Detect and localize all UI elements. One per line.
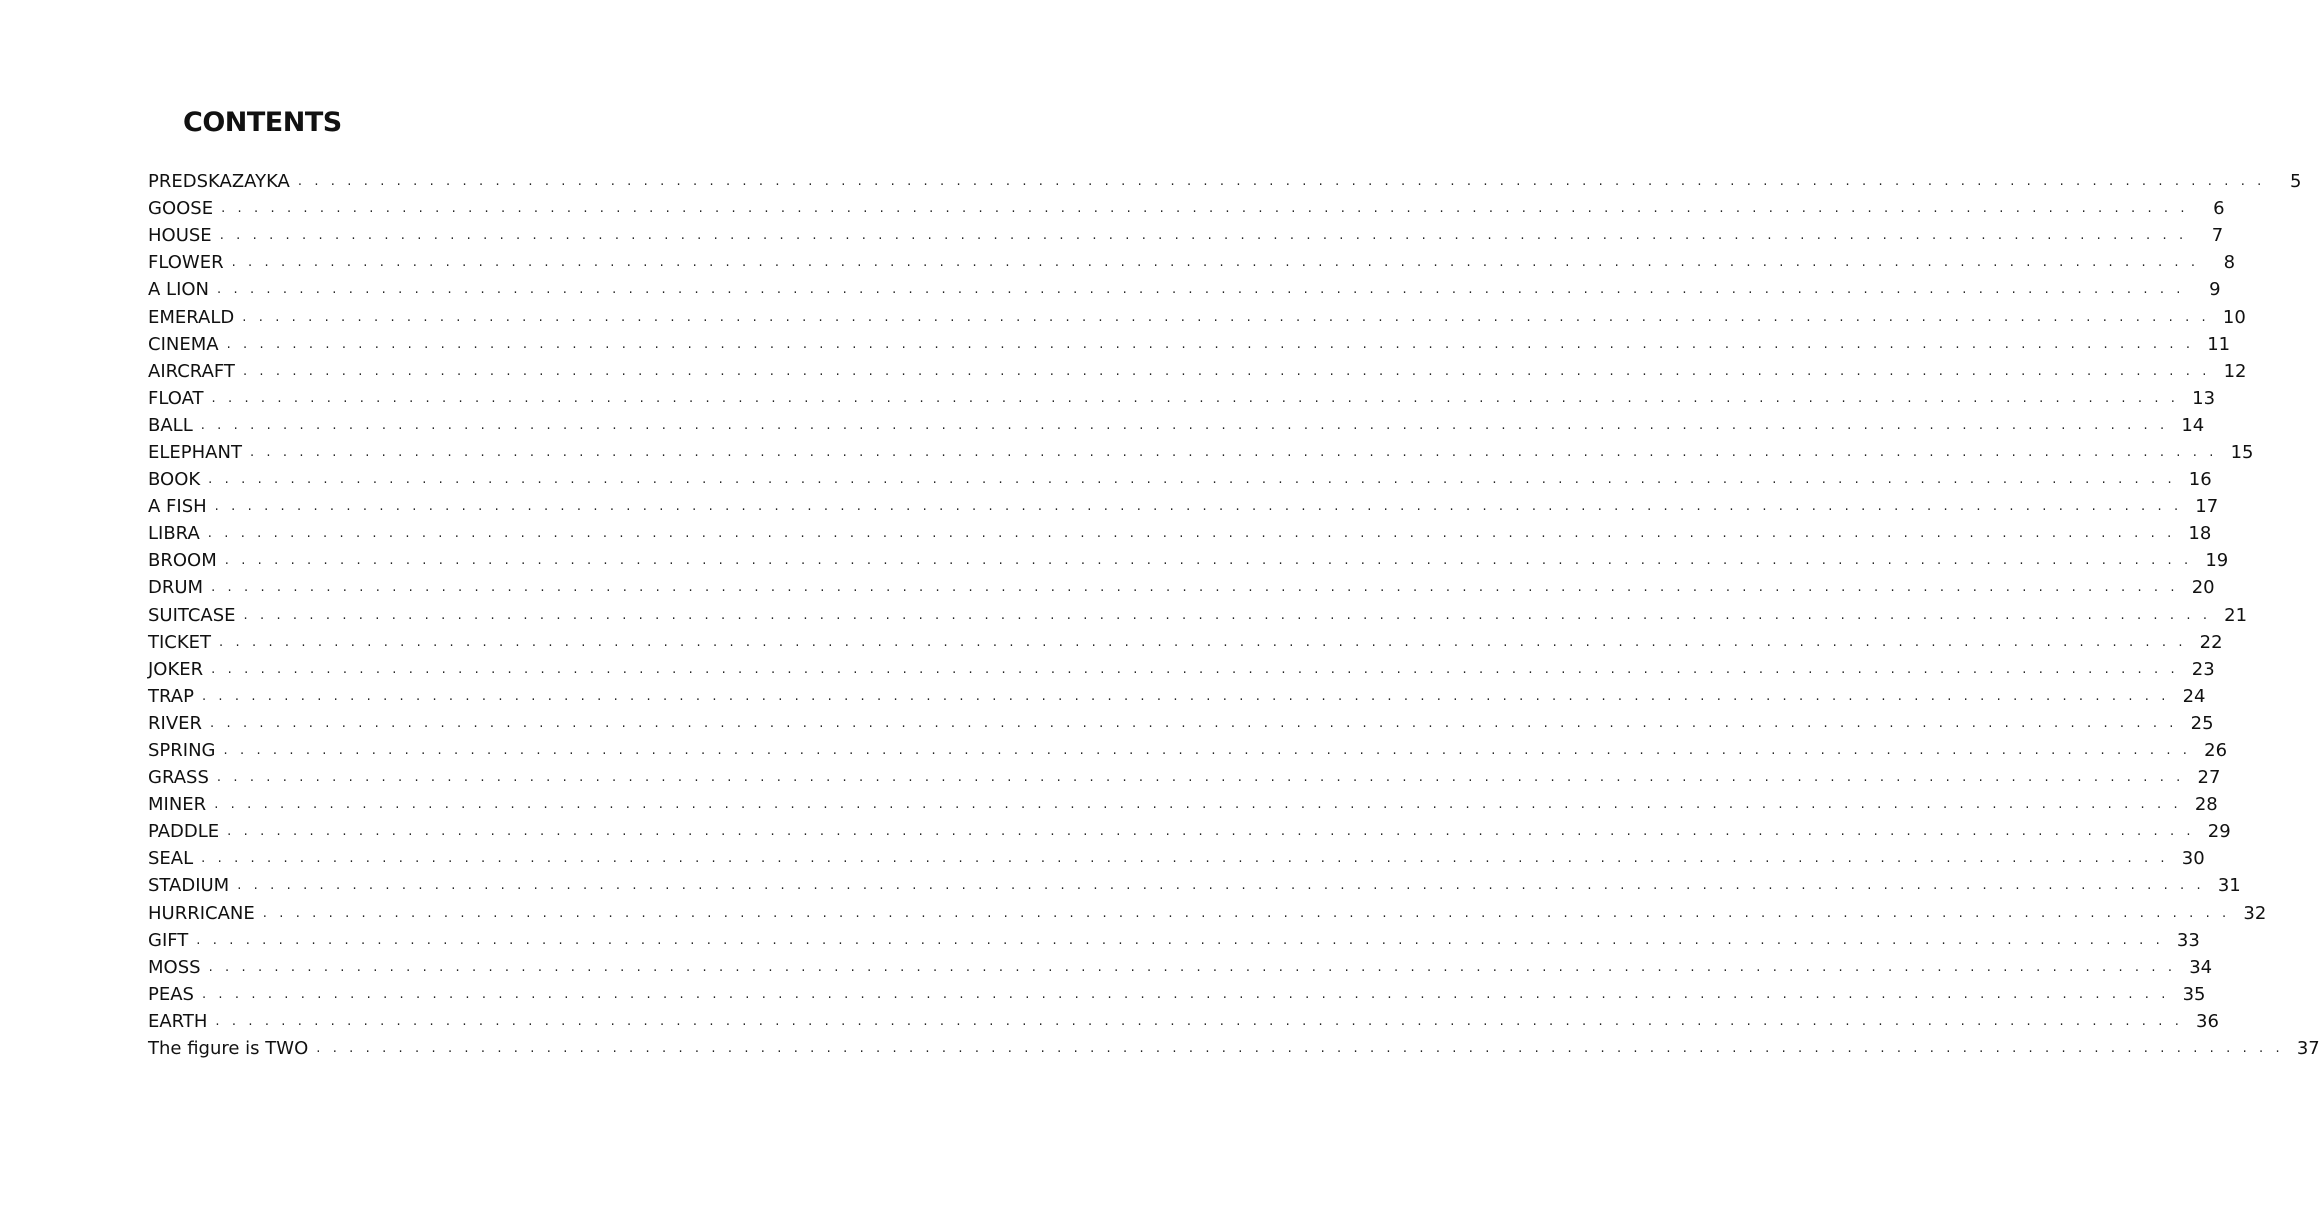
dot-leader: . . . . . . . . . . . . . . . . . . . . . . . . . . . . . . . . . . . . . . . . . . . . . . . . . . . . . . . . . . . . . . . . . . . . . . . . . . . . . . . . . . . . . . . . . . . . . . . . . . . . . . . . . . . . . . . . . . . . . . . . — [224, 553, 2193, 569]
toc-entry-page-number: 14 — [2181, 414, 2205, 436]
toc-entry-label: SEAL — [148, 848, 194, 870]
toc-entry-page-number: 12 — [2223, 360, 2247, 382]
toc-entry-label: PEAS — [148, 983, 194, 1005]
toc-entry-label: JOKER — [148, 658, 204, 680]
toc-entry-page-number: 18 — [2188, 523, 2212, 545]
toc-entry-page-number: 27 — [2197, 767, 2221, 789]
toc-entry-label: The figure is TWO — [148, 1038, 309, 1060]
dot-leader: . . . . . . . . . . . . . . . . . . . . . . . . . . . . . . . . . . . . . . . . . . . . . . . . . . . . . . . . . . . . . . . . . . . . . . . . . . . . . . . . . . . . . . . . . . . . . . . . . . . . . . . . . . . . . . . . . . . . . . . . — [215, 1013, 2183, 1029]
toc-entry-label: CINEMA — [148, 333, 219, 355]
toc-entry-label: PREDSKAZAYKA — [148, 171, 290, 193]
toc-entry[interactable] — [148, 1008, 2219, 1035]
toc-entry-label: SUITCASE — [148, 604, 236, 626]
toc-entry[interactable] — [148, 249, 2236, 276]
toc-entry-label: TRAP — [148, 685, 194, 707]
toc-entry[interactable] — [148, 764, 2221, 791]
toc-entry[interactable] — [148, 385, 2216, 412]
toc-entry-label: GOOSE — [148, 198, 214, 220]
table-of-contents — [148, 168, 2320, 1062]
toc-entry-label: BROOM — [148, 550, 217, 572]
toc-entry-page-number: 34 — [2189, 956, 2213, 978]
dot-leader: . . . . . . . . . . . . . . . . . . . . . . . . . . . . . . . . . . . . . . . . . . . . . . . . . . . . . . . . . . . . . . . . . . . . . . . . . . . . . . . . . . . . . . . . . . . . . . . . . . . . . . . . . . . . . . . . . . . . . . . . — [231, 255, 2200, 271]
dot-leader: . . . . . . . . . . . . . . . . . . . . . . . . . . . . . . . . . . . . . . . . . . . . . . . . . . . . . . . . . . . . . . . . . . . . . . . . . . . . . . . . . . . . . . . . . . . . . . . . . . . . . . . . . . . . . . . . . . . . . . . . — [214, 499, 2183, 515]
toc-entry[interactable] — [148, 656, 2215, 683]
toc-entry[interactable] — [148, 222, 2224, 249]
toc-entry[interactable] — [148, 602, 2248, 629]
toc-entry-label: FLOAT — [148, 387, 204, 409]
toc-entry-page-number: 20 — [2191, 577, 2215, 599]
toc-entry-page-number: 35 — [2182, 983, 2206, 1005]
dot-leader: . . . . . . . . . . . . . . . . . . . . . . . . . . . . . . . . . . . . . . . . . . . . . . . . . . . . . . . . . . . . . . . . . . . . . . . . . . . . . . . . . . . . . . . . . . . . . . . . . . . . . . . . . . . . . . . . . . . . . . . . — [208, 959, 2177, 975]
toc-entry[interactable] — [148, 683, 2206, 710]
dot-leader: . . . . . . . . . . . . . . . . . . . . . . . . . . . . . . . . . . . . . . . . . . . . . . . . . . . . . . . . . . . . . . . . . . . . . . . . . . . . . . . . . . . . . . . . . . . . . . . . . . . . . . . . . . . . . . . . . . . . . . . . — [249, 444, 2218, 460]
toc-entry-page-number: 16 — [2188, 469, 2212, 491]
toc-entry-page-number: 26 — [2204, 740, 2228, 762]
dot-leader: . . . . . . . . . . . . . . . . . . . . . . . . . . . . . . . . . . . . . . . . . . . . . . . . . . . . . . . . . . . . . . . . . . . . . . . . . . . . . . . . . . . . . . . . . . . . . . . . . . . . . . . . . . . . . . . . . . . . . . . . — [219, 228, 2188, 244]
toc-entry-page-number: 33 — [2176, 929, 2200, 951]
toc-entry-page-number: 15 — [2230, 441, 2254, 463]
toc-entry[interactable] — [148, 412, 2205, 439]
toc-entry[interactable] — [148, 954, 2213, 981]
toc-entry-label: GIFT — [148, 929, 189, 951]
toc-entry-label: DRUM — [148, 577, 204, 599]
toc-entry-page-number: 19 — [2205, 550, 2229, 572]
toc-entry-page-number: 32 — [2243, 902, 2267, 924]
toc-entry[interactable] — [148, 710, 2214, 737]
toc-entry[interactable] — [148, 629, 2223, 656]
dot-leader: . . . . . . . . . . . . . . . . . . . . . . . . . . . . . . . . . . . . . . . . . . . . . . . . . . . . . . . . . . . . . . . . . . . . . . . . . . . . . . . . . . . . . . . . . . . . . . . . . . . . . . . . . . . . . . . . . . . . . . . . — [208, 472, 2176, 488]
toc-entry[interactable] — [148, 1035, 2320, 1062]
dot-leader: . . . . . . . . . . . . . . . . . . . . . . . . . . . . . . . . . . . . . . . . . . . . . . . . . . . . . . . . . . . . . . . . . . . . . . . . . . . . . . . . . . . . . . . . . . . . . . . . . . . . . . . . . . . . . . . . . . . . . . . . — [219, 634, 2187, 650]
toc-entry-page-number: 8 — [2223, 252, 2236, 274]
dot-leader: . . . . . . . . . . . . . . . . . . . . . . . . . . . . . . . . . . . . . . . . . . . . . . . . . . . . . . . . . . . . . . . . . . . . . . . . . . . . . . . . . . . . . . . . . . . . . . . . . . . . . . . . . . . . . . . . . . . . . . . . — [297, 174, 2266, 190]
page-title: CONTENTS — [183, 107, 342, 138]
toc-entry-page-number: 29 — [2207, 821, 2231, 843]
dot-leader: . . . . . . . . . . . . . . . . . . . . . . . . . . . . . . . . . . . . . . . . . . . . . . . . . . . . . . . . . . . . . . . . . . . . . . . . . . . . . . . . . . . . . . . . . . . . . . . . . . . . . . . . . . . . . . . . . . . . . . . . — [237, 878, 2205, 894]
toc-entry-page-number: 7 — [2211, 225, 2224, 247]
toc-entry-page-number: 6 — [2213, 198, 2225, 220]
toc-entry-page-number: 5 — [2289, 171, 2302, 193]
dot-leader: . . . . . . . . . . . . . . . . . . . . . . . . . . . . . . . . . . . . . . . . . . . . . . . . . . . . . . . . . . . . . . . . . . . . . . . . . . . . . . . . . . . . . . . . . . . . . . . . . . . . . . . . . . . . . . . . . . . . . . . . — [242, 363, 2211, 379]
toc-entry[interactable] — [148, 466, 2212, 493]
toc-entry-label: HOUSE — [148, 225, 212, 247]
toc-entry-page-number: 36 — [2196, 1010, 2219, 1032]
toc-entry-page-number: 25 — [2190, 712, 2214, 734]
toc-entry-page-number: 37 — [2296, 1038, 2320, 1060]
dot-leader: . . . . . . . . . . . . . . . . . . . . . . . . . . . . . . . . . . . . . . . . . . . . . . . . . . . . . . . . . . . . . . . . . . . . . . . . . . . . . . . . . . . . . . . . . . . . . . . . . . . . . . . . . . . . . . . . . . . . . . . . — [221, 201, 2189, 217]
toc-entry-page-number: 13 — [2192, 387, 2216, 409]
toc-entry[interactable] — [148, 927, 2200, 954]
dot-leader: . . . . . . . . . . . . . . . . . . . . . . . . . . . . . . . . . . . . . . . . . . . . . . . . . . . . . . . . . . . . . . . . . . . . . . . . . . . . . . . . . . . . . . . . . . . . . . . . . . . . . . . . . . . . . . . . . . . . . . . . — [226, 336, 2195, 352]
dot-leader: . . . . . . . . . . . . . . . . . . . . . . . . . . . . . . . . . . . . . . . . . . . . . . . . . . . . . . . . . . . . . . . . . . . . . . . . . . . . . . . . . . . . . . . . . . . . . . . . . . . . . . . . . . . . . . . . . . . . . . . . — [214, 797, 2182, 813]
toc-entry[interactable] — [148, 547, 2229, 574]
toc-entry-label: A FISH — [148, 496, 207, 518]
toc-entry-page-number: 11 — [2207, 333, 2231, 355]
toc-entry-label: EARTH — [148, 1010, 208, 1032]
toc-entry-label: HURRICANE — [148, 902, 255, 924]
toc-entry[interactable] — [148, 872, 2241, 899]
dot-leader: . . . . . . . . . . . . . . . . . . . . . . . . . . . . . . . . . . . . . . . . . . . . . . . . . . . . . . . . . . . . . . . . . . . . . . . . . . . . . . . . . . . . . . . . . . . . . . . . . . . . . . . . . . . . . . . . . . . . . . . . — [242, 309, 2210, 325]
toc-entry-page-number: 21 — [2224, 604, 2248, 626]
dot-leader: . . . . . . . . . . . . . . . . . . . . . . . . . . . . . . . . . . . . . . . . . . . . . . . . . . . . . . . . . . . . . . . . . . . . . . . . . . . . . . . . . . . . . . . . . . . . . . . . . . . . . . . . . . . . . . . . . . . . . . . . — [216, 770, 2185, 786]
toc-entry-page-number: 28 — [2194, 794, 2218, 816]
dot-leader: . . . . . . . . . . . . . . . . . . . . . . . . . . . . . . . . . . . . . . . . . . . . . . . . . . . . . . . . . . . . . . . . . . . . . . . . . . . . . . . . . . . . . . . . . . . . . . . . . . . . . . . . . . . . . . . . . . . . . . . . — [201, 851, 2169, 867]
dot-leader: . . . . . . . . . . . . . . . . . . . . . . . . . . . . . . . . . . . . . . . . . . . . . . . . . . . . . . . . . . . . . . . . . . . . . . . . . . . . . . . . . . . . . . . . . . . . . . . . . . . . . . . . . . . . . . . . . . . . . . . . — [227, 824, 2195, 840]
toc-entry[interactable] — [148, 791, 2218, 818]
toc-entry-label: MOSS — [148, 956, 201, 978]
toc-entry-label: PADDLE — [148, 821, 220, 843]
dot-leader: . . . . . . . . . . . . . . . . . . . . . . . . . . . . . . . . . . . . . . . . . . . . . . . . . . . . . . . . . . . . . . . . . . . . . . . . . . . . . . . . . . . . . . . . . . . . . . . . . . . . . . . . . . . . . . . . . . . . . . . . — [262, 905, 2231, 921]
toc-entry-page-number: 31 — [2217, 875, 2241, 897]
toc-entry[interactable] — [148, 276, 2221, 303]
toc-entry-label: MINER — [148, 794, 207, 816]
toc-entry[interactable] — [148, 303, 2246, 330]
dot-leader: . . . . . . . . . . . . . . . . . . . . . . . . . . . . . . . . . . . . . . . . . . . . . . . . . . . . . . . . . . . . . . . . . . . . . . . . . . . . . . . . . . . . . . . . . . . . . . . . . . . . . . . . . . . . . . . . . . . . . . . . — [217, 282, 2185, 298]
dot-leader: . . . . . . . . . . . . . . . . . . . . . . . . . . . . . . . . . . . . . . . . . . . . . . . . . . . . . . . . . . . . . . . . . . . . . . . . . . . . . . . . . . . . . . . . . . . . . . . . . . . . . . . . . . . . . . . . . . . . . . . . — [210, 715, 2178, 731]
toc-entry[interactable] — [148, 358, 2247, 385]
dot-leader: . . . . . . . . . . . . . . . . . . . . . . . . . . . . . . . . . . . . . . . . . . . . . . . . . . . . . . . . . . . . . . . . . . . . . . . . . . . . . . . . . . . . . . . . . . . . . . . . . . . . . . . . . . . . . . . . . . . . . . . . — [207, 526, 2176, 542]
toc-entry[interactable] — [148, 737, 2228, 764]
toc-entry-label: A LION — [148, 279, 210, 301]
toc-entry-label: FLOWER — [148, 252, 224, 274]
dot-leader: . . . . . . . . . . . . . . . . . . . . . . . . . . . . . . . . . . . . . . . . . . . . . . . . . . . . . . . . . . . . . . . . . . . . . . . . . . . . . . . . . . . . . . . . . . . . . . . . . . . . . . . . . . . . . . . . . . . . . . . . — [243, 607, 2212, 623]
toc-entry[interactable] — [148, 981, 2206, 1008]
dot-leader: . . . . . . . . . . . . . . . . . . . . . . . . . . . . . . . . . . . . . . . . . . . . . . . . . . . . . . . . . . . . . . . . . . . . . . . . . . . . . . . . . . . . . . . . . . . . . . . . . . . . . . . . . . . . . . . . . . . . . . . . — [201, 688, 2170, 704]
toc-entry-page-number: 22 — [2199, 631, 2223, 653]
toc-entry-label: BOOK — [148, 469, 201, 491]
toc-entry-label: BALL — [148, 414, 193, 436]
toc-entry-label: LIBRA — [148, 523, 200, 545]
dot-leader: . . . . . . . . . . . . . . . . . . . . . . . . . . . . . . . . . . . . . . . . . . . . . . . . . . . . . . . . . . . . . . . . . . . . . . . . . . . . . . . . . . . . . . . . . . . . . . . . . . . . . . . . . . . . . . . . . . . . . . . . — [211, 661, 2179, 677]
toc-entry-label: STADIUM — [148, 875, 230, 897]
toc-entry-page-number: 9 — [2209, 279, 2221, 301]
toc-entry-page-number: 10 — [2222, 306, 2246, 328]
toc-entry-page-number: 23 — [2191, 658, 2215, 680]
dot-leader: . . . . . . . . . . . . . . . . . . . . . . . . . . . . . . . . . . . . . . . . . . . . . . . . . . . . . . . . . . . . . . . . . . . . . . . . . . . . . . . . . . . . . . . . . . . . . . . . . . . . . . . . . . . . . . . . . . . . . . . . — [200, 417, 2169, 433]
toc-entry[interactable] — [148, 900, 2267, 927]
toc-entry-label: EMERALD — [148, 306, 235, 328]
toc-entry[interactable] — [148, 845, 2205, 872]
toc-entry[interactable] — [148, 195, 2225, 222]
dot-leader: . . . . . . . . . . . . . . . . . . . . . . . . . . . . . . . . . . . . . . . . . . . . . . . . . . . . . . . . . . . . . . . . . . . . . . . . . . . . . . . . . . . . . . . . . . . . . . . . . . . . . . . . . . . . . . . . . . . . . . . . — [316, 1041, 2284, 1057]
toc-entry-page-number: 24 — [2182, 685, 2206, 707]
toc-entry-page-number: 17 — [2195, 496, 2219, 518]
toc-entry[interactable] — [148, 168, 2302, 195]
toc-entry[interactable] — [148, 818, 2231, 845]
dot-leader: . . . . . . . . . . . . . . . . . . . . . . . . . . . . . . . . . . . . . . . . . . . . . . . . . . . . . . . . . . . . . . . . . . . . . . . . . . . . . . . . . . . . . . . . . . . . . . . . . . . . . . . . . . . . . . . . . . . . . . . . — [211, 580, 2179, 596]
toc-entry[interactable] — [148, 574, 2215, 601]
toc-entry-label: ELEPHANT — [148, 441, 242, 463]
toc-entry-label: AIRCRAFT — [148, 360, 235, 382]
dot-leader: . . . . . . . . . . . . . . . . . . . . . . . . . . . . . . . . . . . . . . . . . . . . . . . . . . . . . . . . . . . . . . . . . . . . . . . . . . . . . . . . . . . . . . . . . . . . . . . . . . . . . . . . . . . . . . . . . . . . . . . . — [211, 390, 2180, 406]
toc-entry-label: SPRING — [148, 740, 216, 762]
toc-entry[interactable] — [148, 331, 2231, 358]
dot-leader: . . . . . . . . . . . . . . . . . . . . . . . . . . . . . . . . . . . . . . . . . . . . . . . . . . . . . . . . . . . . . . . . . . . . . . . . . . . . . . . . . . . . . . . . . . . . . . . . . . . . . . . . . . . . . . . . . . . . . . . . — [201, 986, 2170, 1002]
toc-entry-page-number: 30 — [2181, 848, 2205, 870]
toc-entry[interactable] — [148, 520, 2212, 547]
toc-entry-label: GRASS — [148, 767, 209, 789]
toc-entry-label: RIVER — [148, 712, 203, 734]
dot-leader: . . . . . . . . . . . . . . . . . . . . . . . . . . . . . . . . . . . . . . . . . . . . . . . . . . . . . . . . . . . . . . . . . . . . . . . . . . . . . . . . . . . . . . . . . . . . . . . . . . . . . . . . . . . . . . . . . . . . . . . . — [223, 743, 2192, 759]
toc-entry[interactable] — [148, 493, 2219, 520]
dot-leader: . . . . . . . . . . . . . . . . . . . . . . . . . . . . . . . . . . . . . . . . . . . . . . . . . . . . . . . . . . . . . . . . . . . . . . . . . . . . . . . . . . . . . . . . . . . . . . . . . . . . . . . . . . . . . . . . . . . . . . . . — [196, 932, 2164, 948]
toc-entry[interactable] — [148, 439, 2254, 466]
toc-entry-label: TICKET — [148, 631, 212, 653]
